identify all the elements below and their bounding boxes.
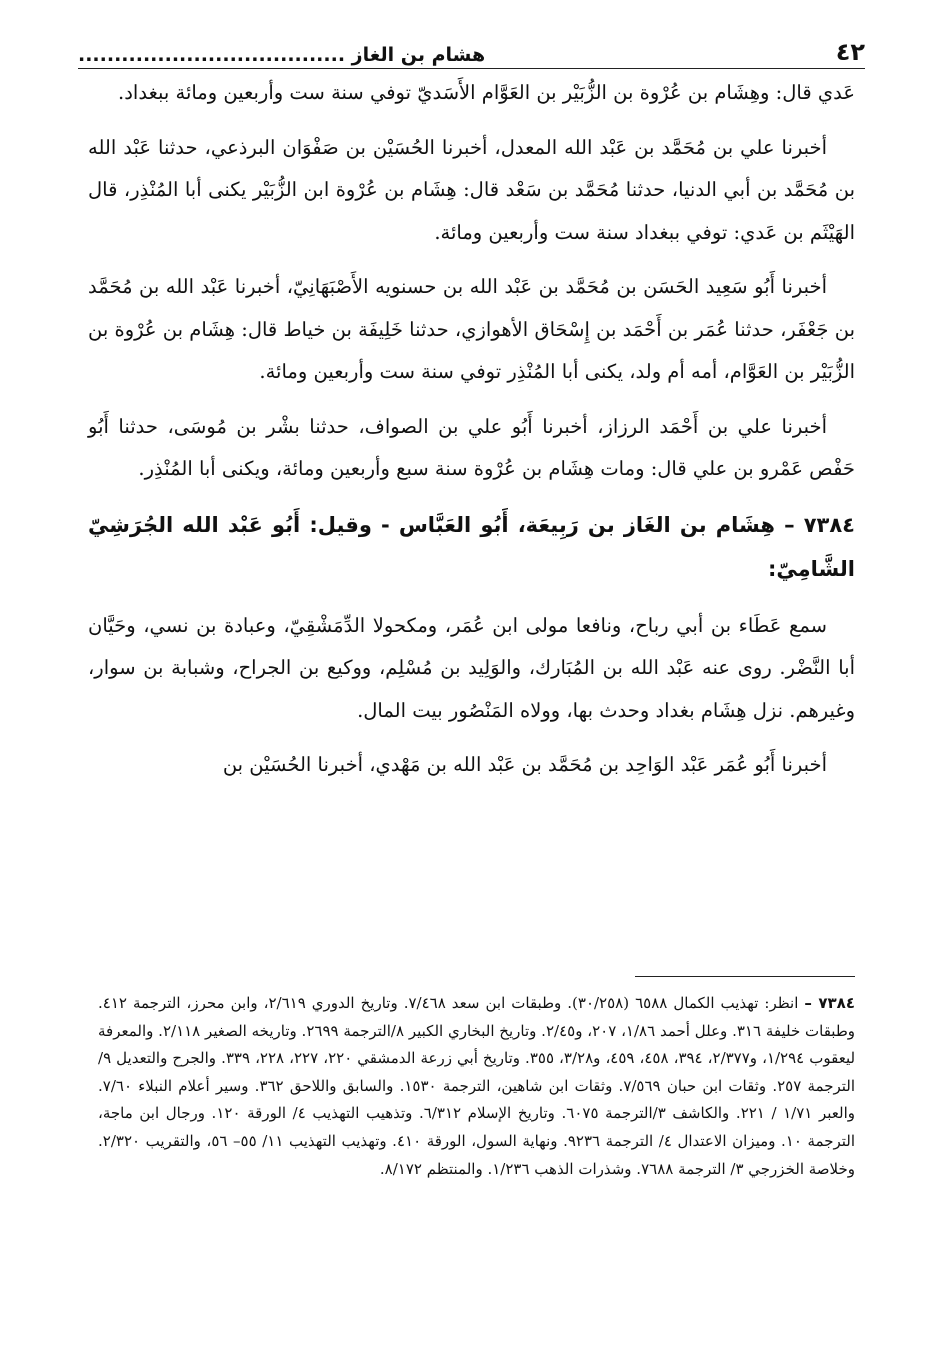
footnote-number: ٧٣٨٤ –: [804, 994, 855, 1012]
page-header: [78, 28, 865, 69]
paragraph-1: عَدي قال: وهِشَام بن عُرْوة بن الزُّبَيْر بن العَوَّام الأَسَديّ توفي سنة ست وأربعين ومائة ببغداد.: [118, 81, 855, 104]
running-title: هشام بن الغاز .....................................: [78, 44, 486, 66]
page-number: ٤٢: [835, 38, 865, 66]
paragraph-2: أخبرنا علي بن مُحَمَّد بن عَبْد الله المعدل، أخبرنا الحُسَيْن بن صَفْوَان البرذعي، حدثنا عَبْد الله بن مُحَمَّد بن أبي الدنيا، حدثنا مُحَمَّد بن سَعْد قال: هِشَام بن عُرْوة ابن الزُّبَيْر يكنى أبا المُنْذِر، قال الهَيْثَم بن عَدي: توفي ببغداد سنة ست وأربعين ومائة.: [88, 135, 855, 244]
entry-paragraph-2: أخبرنا أَبُو عُمَر عَبْد الوَاحِد بن مُحَمَّد بن عَبْد الله بن مَهْدي، أخبرنا الحُسَيْن بن: [222, 753, 827, 776]
main-text: [88, 72, 855, 799]
footnote-separator: [635, 976, 855, 977]
entry-paragraph-1: سمع عَطَاء بن أبي رباح، ونافعا مولى ابن عُمَر، ومكحولا الدِّمَشْقِيّ، وعبادة بن نسي، وحَيَّان أبا النَّضْر. روى عنه عَبْد الله بن المُبَارك، والوَلِيد بن مُسْلِم، ووكيع بن الجراح، وشبابة بن سوار، وغيرهم. نزل هِشَام بغداد وحدث بها، وولاه المَنْصُور بيت المال.: [88, 613, 855, 722]
paragraph-4: أخبرنا علي بن أَحْمَد الرزاز، أخبرنا أَبُو علي بن الصواف، حدثنا بشْر بن مُوسَى، حدثنا أَبُو حَفْص عَمْرو بن علي قال: ومات هِشَام بن عُرْوة سنة سبع وأربعين ومائة، ويكنى أبا المُنْذِر.: [88, 414, 855, 480]
footnote: [98, 990, 855, 1183]
entry-heading: ٧٣٨٤ – هِشَام بن الغَاز بن رَبِيعَة، أَبُو العَبَّاس - وقيل: أَبُو عَبْد الله الجُرَشِيّ الشَّامِيّ:: [88, 512, 855, 581]
paragraph-3: أخبرنا أَبُو سَعِيد الحَسَن بن مُحَمَّد بن عَبْد الله بن حسنويه الأَصْبَهَانِيّ، أخبرنا عَبْد الله بن مُحَمَّد بن جَعْفَر، حدثنا عُمَر بن أَحْمَد بن إِسْحَاق الأهوازي، حدثنا خَلِيفَة بن خياط قال: هِشَام بن عُرْوة بن الزُّبَيْر بن العَوَّام، أمه أم ولد، يكنى أبا المُنْذِر توفي سنة ست وأربعين ومائة.: [88, 275, 855, 383]
footnote-text: انظر: تهذيب الكمال ٦٥٨٨ (٣٠/٢٥٨). وطبقات ابن سعد ٧/٤٦٨. وتاريخ الدوري ٢/٦١٩، وابن محرز، الترجمة ٤١٢. وطبقات خليفة ٣١٦. وعلل أحمد ١/٨٦، ٢٠٧، و٢/٤٥. وتاريخ البخاري الكبير ٨/الترجمة ٢٦٩٩. وتاريخه الصغير ٢/١١٨. والمعرفة ليعقوب ١/٢٩٤، و٢/٣٧٧، ٣٩٤، ٤٥٨، ٤٥٩، و٣/٢٨، ٣٥٥. وتاريخ أبي زرعة الدمشقي ٢٢٠، ٢٢٧، ٢٢٨، ٣٣٩. والجرح والتعديل ٩/ الترجمة ٢٥٧. وثقات ابن حبان ٧/٥٦٩. وثقات ابن شاهين، الترجمة ١٥٣٠. والسابق واللاحق ٣٦٢. وسير أعلام النبلاء ٧/٦٠. والعبر ١/٧١ / ٢٢١. والكاشف ٣/الترجمة ٦٠٧٥. وتاريخ الإسلام ٦/٣١٢. وتذهيب التهذيب ٤/ الورقة ١٢٠. ورجال ابن ماجة، الترجمة ١٠. وميزان الاعتدال ٤/ الترجمة ٩٢٣٦. ونهاية السول، الورقة ٤١٠. وتهذيب التهذيب ١١/ ٥٥– ٥٦، والتقريب ٢/٣٢٠. وخلاصة الخزرجي ٣/ الترجمة ٧٦٨٨. وشذرات الذهب ١/٢٣٦. والمنتظم ٨/١٧٢.: [98, 994, 856, 1178]
